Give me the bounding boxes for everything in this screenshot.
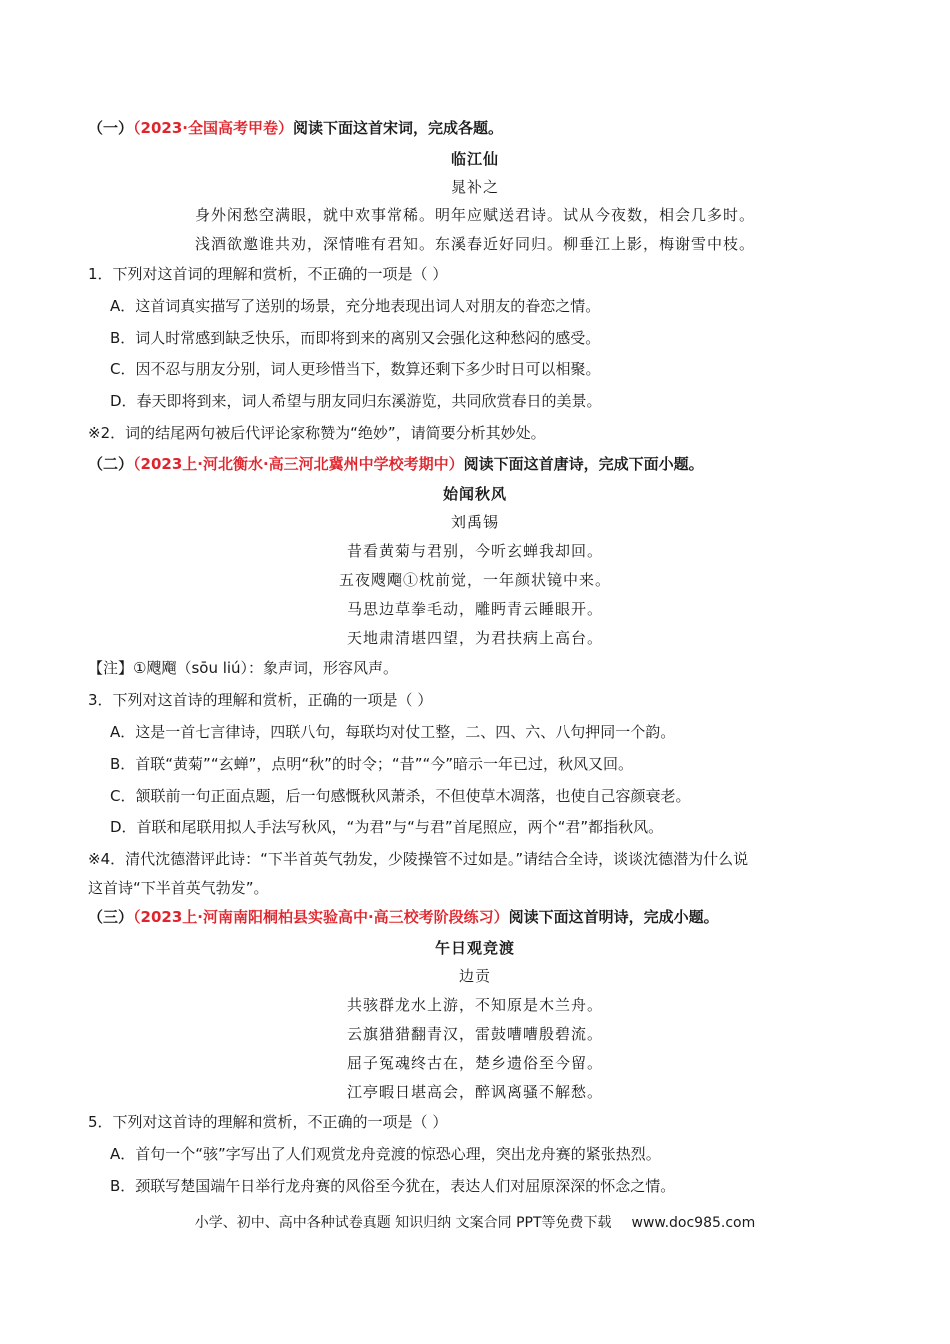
footer-text: 小学、初中、高中各种试卷真题 知识归纳 文案合同 PPT等免费下载 bbox=[194, 1215, 612, 1231]
option-a: A．这是一首七言律诗，四联八句，每联均对仗工整，二、四、六、八句押同一个韵。 bbox=[110, 723, 676, 741]
poem-line: 云旗猎猎翻青汉，雷鼓嘈嘈殷碧流。 bbox=[346, 1025, 603, 1043]
option-b: B．颈联写楚国端午日举行龙舟赛的风俗至今犹在，表达人们对屈原深深的怀念之情。 bbox=[110, 1177, 676, 1195]
question-4-line-1: ※4．清代沈德潜评此诗：“下半首英气勃发，少陵操管不过如是。”请结合全诗，谈谈沈德潜为什么说 bbox=[88, 850, 749, 868]
option-d: D．春天即将到来，词人希望与朋友同归东溪游览，共同欣赏春日的美景。 bbox=[110, 392, 602, 410]
poem-title: 午日观竞渡 bbox=[434, 939, 515, 957]
question-1: 1．下列对这首词的理解和赏析，不正确的一项是（ ） bbox=[88, 265, 448, 283]
poem-line: 屈子冤魂终古在，楚乡遗俗至今留。 bbox=[346, 1054, 603, 1072]
poem-author: 边贡 bbox=[458, 967, 491, 985]
section-1-header bbox=[88, 117, 503, 139]
poem-note: 【注】①飕飗（sōu liú）：象声词，形容风声。 bbox=[88, 659, 399, 677]
poem-line: 五夜飕飗①枕前觉，一年颜状镜中来。 bbox=[338, 571, 611, 589]
question-3: 3．下列对这首诗的理解和赏析，正确的一项是（ ） bbox=[88, 691, 433, 709]
section-instruction: 阅读下面这首唐诗，完成下面小题。 bbox=[463, 455, 704, 473]
question-2: ※2．词的结尾两句被后代评论家称赞为“绝妙”，请简要分析其妙处。 bbox=[88, 424, 546, 442]
section-source: （2023·全国高考甲卷） bbox=[133, 119, 293, 137]
poem-title: 始闻秋风 bbox=[442, 485, 507, 503]
question-4-line-2: 这首诗“下半首英气勃发”。 bbox=[88, 879, 269, 897]
footer-site-link[interactable]: www.doc985.com bbox=[631, 1215, 756, 1231]
section-2-header bbox=[88, 453, 704, 475]
poem-title: 临江仙 bbox=[450, 150, 499, 168]
poem-line: 昔看黄菊与君别，今听玄蝉我却回。 bbox=[346, 542, 603, 560]
section-number: （一） bbox=[88, 119, 134, 137]
poem-line: 身外闲愁空满眼，就中欢事常稀。明年应赋送君诗。试从今夜数，相会几多时。 bbox=[194, 206, 755, 224]
section-number: （三） bbox=[88, 908, 134, 926]
option-b: B．词人时常感到缺乏快乐，而即将到来的离别又会强化这种愁闷的感受。 bbox=[110, 329, 601, 347]
option-c: C．颔联前一句正面点题，后一句感慨秋风萧杀，不但使草木凋落，也使自己容颜衰老。 bbox=[110, 787, 691, 805]
poem-line: 天地肃清堪四望，为君扶病上高台。 bbox=[346, 629, 603, 647]
poem-author: 刘禹锡 bbox=[450, 513, 499, 531]
poem-line: 马思边草拳毛动，雕眄青云睡眼开。 bbox=[346, 600, 603, 618]
option-a: A．这首词真实描写了送别的场景，充分地表现出词人对朋友的眷恋之情。 bbox=[110, 297, 601, 315]
option-b: B．首联“黄菊”“玄蝉”，点明“秋”的时令；“昔”“今”暗示一年已过，秋风又回。 bbox=[110, 755, 634, 773]
section-instruction: 阅读下面这首明诗，完成小题。 bbox=[508, 908, 719, 926]
option-a: A．首句一个“骇”字写出了人们观赏龙舟竞渡的惊恐心理，突出龙舟赛的紧张热烈。 bbox=[110, 1145, 661, 1163]
section-source: （2023上·河南南阳桐柏县实验高中·高三校考阶段练习） bbox=[133, 908, 509, 926]
section-instruction: 阅读下面这首宋词，完成各题。 bbox=[292, 119, 503, 137]
poem-line: 江亭暇日堪高会，醉讽离骚不解愁。 bbox=[346, 1083, 603, 1101]
poem-author: 晁补之 bbox=[450, 178, 499, 196]
page-footer bbox=[0, 1212, 950, 1232]
section-3-header bbox=[88, 906, 719, 928]
option-d: D．首联和尾联用拟人手法写秋风，“为君”与“与君”首尾照应，两个“君”都指秋风。 bbox=[110, 818, 664, 836]
poem-line: 浅酒欲邀谁共劝，深情唯有君知。东溪春近好同归。柳垂江上影，梅谢雪中枝。 bbox=[194, 235, 755, 253]
option-c: C．因不忍与朋友分别，词人更珍惜当下，数算还剩下多少时日可以相聚。 bbox=[110, 360, 601, 378]
section-source: （2023上·河北衡水·高三河北冀州中学校考期中） bbox=[133, 455, 464, 473]
poem-line: 共骇群龙水上游，不知原是木兰舟。 bbox=[346, 996, 603, 1014]
question-5: 5．下列对这首诗的理解和赏析，不正确的一项是（ ） bbox=[88, 1113, 448, 1131]
section-number: （二） bbox=[88, 455, 134, 473]
